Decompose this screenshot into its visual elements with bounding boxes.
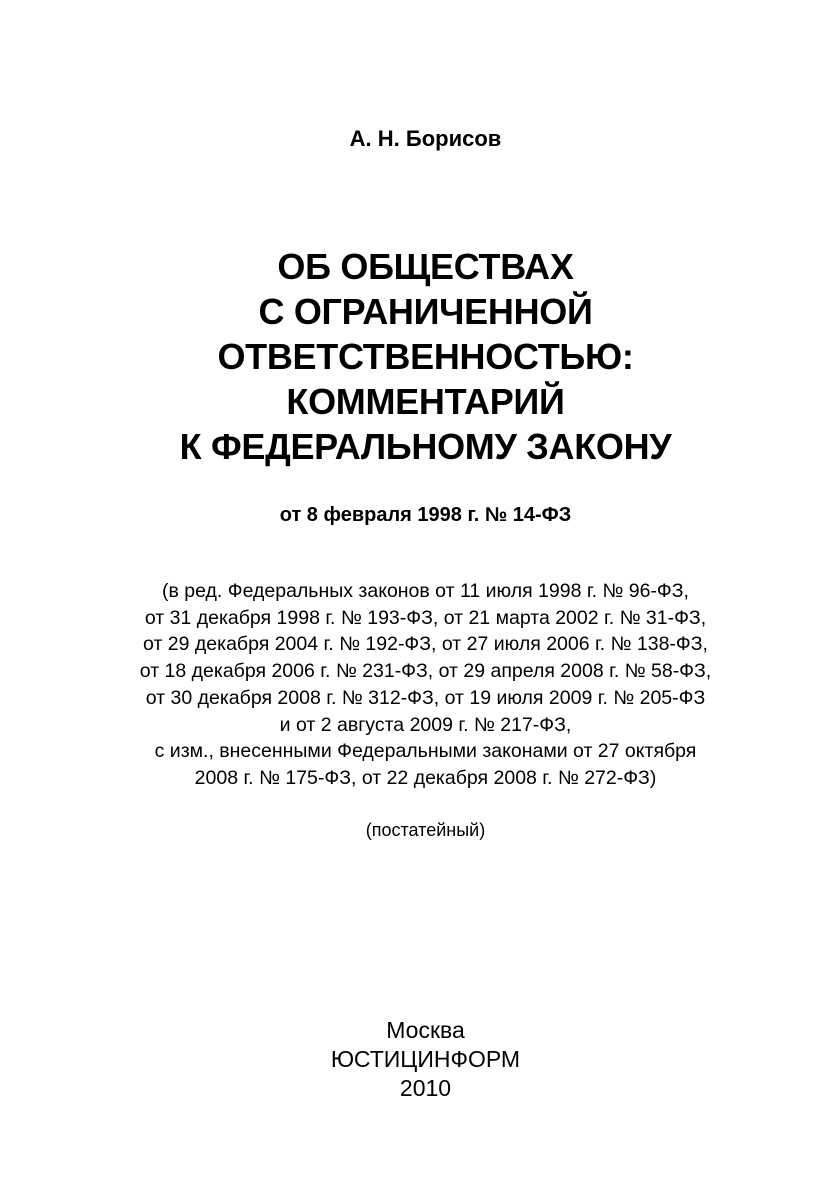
- amendment-line: от 29 декабря 2004 г. № 192-ФЗ, от 27 июля 2006 г. № 138-ФЗ,: [143, 633, 708, 656]
- article-by-article-note: (постатейный): [365, 820, 486, 840]
- publisher-imprint: [0, 1016, 827, 1103]
- title-line: К ФЕДЕРАЛЬНОМУ ЗАКОНУ: [179, 426, 672, 467]
- author-name: А. Н. Борисов: [349, 126, 502, 151]
- amendment-line: (в ред. Федеральных законов от 11 июля 1998 г. № 96-ФЗ,: [162, 580, 689, 602]
- law-date: от 8 февраля 1998 г. № 14-ФЗ: [279, 504, 572, 526]
- title-line: КОММЕНТАРИЙ: [286, 381, 565, 422]
- imprint-publisher: ЮСТИЦИНФОРМ: [330, 1046, 521, 1072]
- amendment-line: от 30 декабря 2008 г. № 312-ФЗ, от 19 июля 2009 г. № 205-ФЗ: [145, 686, 706, 709]
- amendment-line: от 18 декабря 2006 г. № 231-ФЗ, от 29 апреля 2008 г. № 58-ФЗ,: [139, 660, 712, 683]
- imprint-year: 2010: [399, 1075, 452, 1101]
- title-line: ОТВЕТСТВЕННОСТЬЮ:: [217, 336, 634, 377]
- book-title: [0, 244, 827, 469]
- title-line: С ОГРАНИЧЕННОЙ: [258, 291, 593, 332]
- amendments-note: [0, 578, 827, 792]
- amendment-line: с изм., внесенными Федеральными законами от 27 октября: [154, 740, 697, 763]
- amendment-line: и от 2 августа 2009 г. № 217-ФЗ,: [279, 713, 572, 736]
- title-line: ОБ ОБЩЕСТВАХ: [277, 246, 574, 287]
- imprint-city: Москва: [386, 1017, 465, 1043]
- amendment-line: 2008 г. № 175-ФЗ, от 22 декабря 2008 г. № 272-ФЗ): [194, 766, 657, 789]
- amendment-line: от 31 декабря 1998 г. № 193-ФЗ, от 21 марта 2002 г. № 31-ФЗ,: [144, 606, 707, 629]
